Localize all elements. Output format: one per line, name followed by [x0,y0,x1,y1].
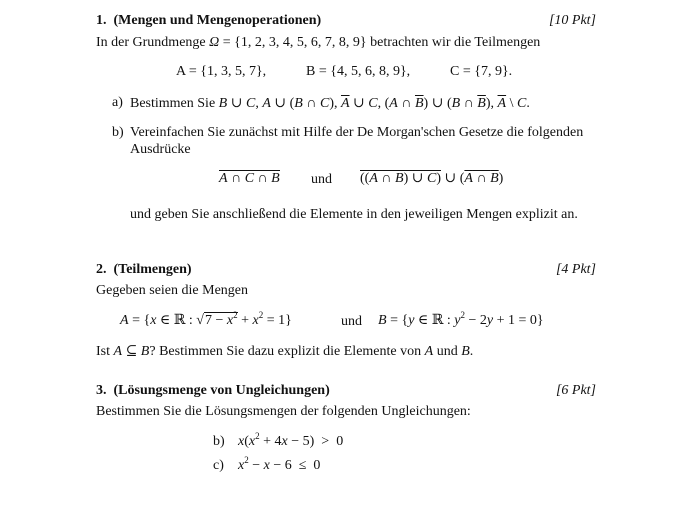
section-1-title: (Mengen und Mengenoperationen) [113,13,322,28]
section-2-question: Ist A ⊆ B? Bestimmen Sie dazu explizit die Elemente von A und B. [96,344,474,359]
section-1-points: [10 Pkt] [548,13,596,28]
section-2-points: [4 Pkt] [555,262,596,277]
part-a-label: a) [112,95,123,110]
inequality-b-label: b) [213,434,225,449]
section-2-heading [96,262,192,278]
part-b-text-3: und geben Sie anschließend die Elemente in den jeweiligen Mengen explizit an. [130,207,578,222]
expression-2: ((A ∩ B) ∪ C) ∪ (A ∩ B) [360,171,504,186]
inequality-c-label: c) [213,458,224,473]
section-3-heading [96,383,330,399]
section-2-number: 2. [96,262,107,277]
set-c-definition: C = {7, 9}. [450,64,513,79]
part-b-text-2: Ausdrücke [130,142,191,157]
section-2-intro: Gegeben seien die Mengen [96,283,248,298]
section-3-number: 3. [96,383,107,398]
expression-und: und [311,172,332,187]
section-1-number: 1. [96,13,107,28]
section-2-und: und [341,314,362,329]
section-3-intro: Bestimmen Sie die Lösungsmengen der folgenden Ungleichungen: [96,404,471,419]
inequality-c: $x^2 - x - 6 \le 0$ [238,455,321,473]
section-1-heading [96,13,321,29]
part-b-text-1: Vereinfachen Sie zunächst mit Hilfe der De Morgan'schen Gesetze die folgenden [130,125,584,140]
expression-1: A ∩ $\overline{C}$ ∩ B [219,171,280,186]
part-a-text: Bestimmen Sie B ∪ C, A ∪ (B ∩ C), $\overline{A}$ ∪ C, (A ∩ $\overline{B}$) ∪ (B ∩ $\overline{B}$), $\overline{A}$ \ C. [130,96,530,111]
inequality-b: $x(x^2 + 4x - 5) > 0$ [238,431,344,449]
set-a-condition: A = {x ∈ ℝ : $√7 - x^2 + x^2 = 1$} [120,310,292,328]
section-1-intro: In der Grundmenge Ω = {1, 2, 3, 4, 5, 6, 7, 8, 9} betrachten wir die Teilmengen [96,35,541,50]
section-3-title: (Lösungsmenge von Ungleichungen) [113,383,330,398]
set-b-definition: B = {4, 5, 6, 8, 9}, [306,64,411,79]
set-a-definition: A = {1, 3, 5, 7}, [176,64,267,79]
section-3-points: [6 Pkt] [555,383,596,398]
section-2-title: (Teilmengen) [113,262,192,277]
part-b-label: b) [112,125,124,140]
set-b-condition: B = {y ∈ ℝ : $y^2 - 2y + 1 = 0$} [378,310,544,328]
